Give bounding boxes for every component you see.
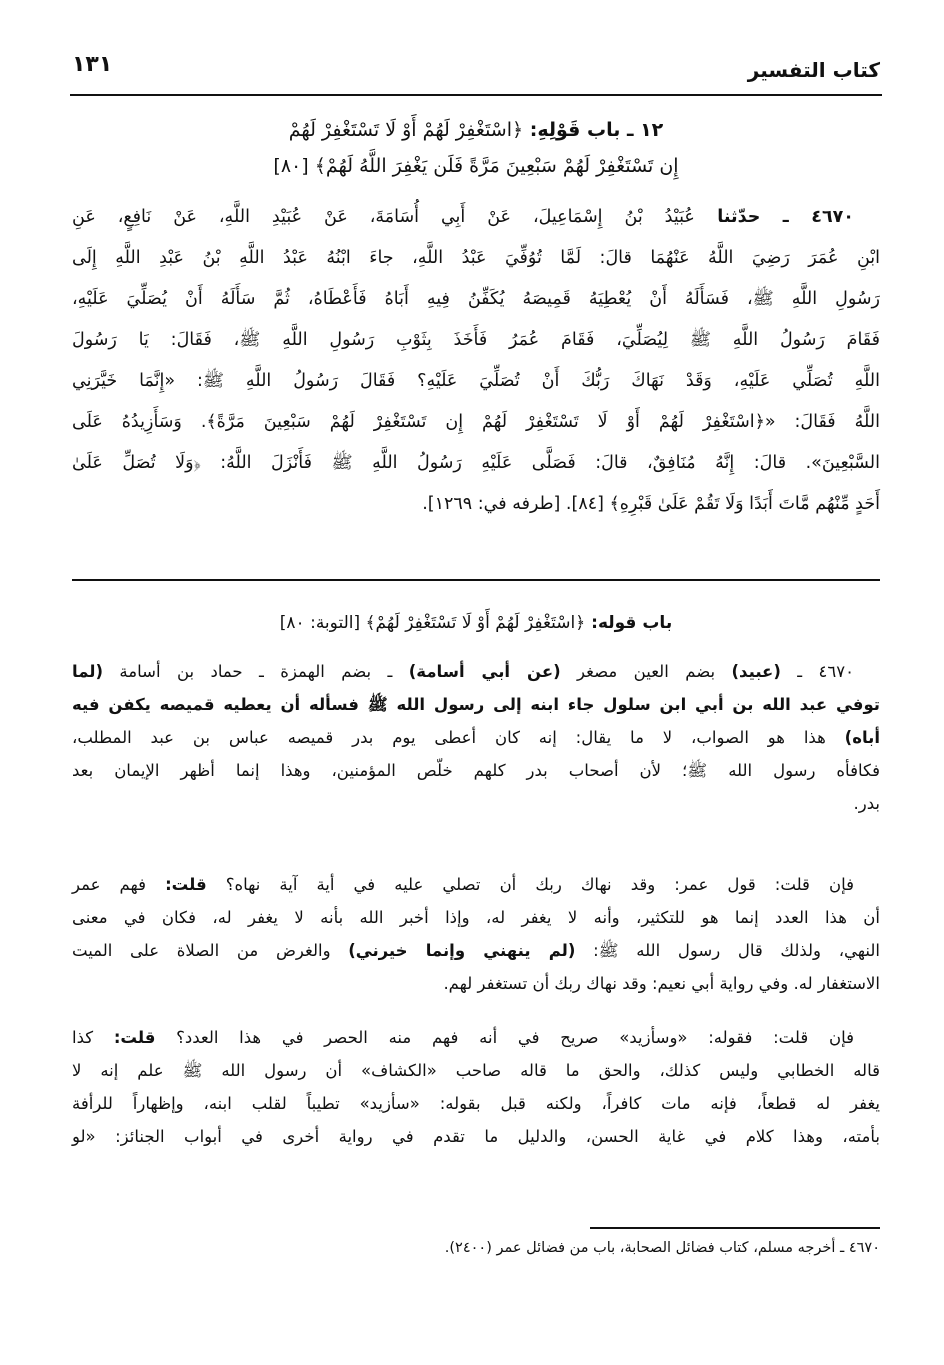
text-line (72, 320, 880, 361)
text-line (72, 868, 880, 901)
text-segment: اللَّهِ تُصَلِّي عَلَيْهِ، وَقَدْ نَهَاكَ رَبُّكَ أَنْ تُصَلِّيَ عَلَيْهِ؟ فَقَالَ رَسُولُ اللَّهِ ﷺ: «إِنَّمَا خَيَّرَنِي (72, 371, 880, 391)
commentary-title (72, 612, 880, 633)
bold-text-segment: ٤٦٧٠ ـ حدّثنا (694, 207, 854, 227)
text-segment: السَّبْعِينَ». قالَ: إِنَّهُ مُنَافِقٌ، قالَ: فَصَلَّى عَلَيْهِ رَسُولُ اللَّهِ ﷺ فَأَنْزَلَ اللَّهُ: ﴿وَلَا تُصَلِّ عَلَىٰ (72, 453, 880, 473)
text-line (72, 901, 880, 934)
commentary-paragraph (72, 655, 880, 820)
text-segment: ﴿اسْتَغْفِرْ لَهُمْ أَوْ لَا تَسْتَغْفِرْ لَهُمْ﴾ [التوبة: ٨٠] (279, 613, 586, 633)
text-line (72, 279, 880, 320)
text-segment: الاستغفار له. وفي رواية أبي نعيم: وقد نهاك ربك أن تستغفر لهم. (443, 974, 880, 993)
footnote-rule (590, 1227, 880, 1229)
text-segment: فهم عمر (72, 875, 166, 894)
text-segment: بأمته، وهذا كلام في غاية الحسن، والدليل ما تقدم في رواية أخرى في أبواب الجنائز: «لو (72, 1127, 880, 1146)
text-segment: كذا (72, 1028, 114, 1047)
bold-text-segment: قلت: (113, 1028, 156, 1047)
text-segment: ﴿اسْتَغْفِرْ لَهُمْ أَوْ لَا تَسْتَغْفِرْ لَهُمْ (288, 119, 524, 141)
text-segment: ٤٦٧٠ ـ (780, 662, 854, 681)
text-segment: رَسُولِ اللَّهِ ﷺ، فَسَأَلَهُ أَنْ يُعْطِيَهُ قَمِيصَهُ يُكَفِّنُ فِيهِ أَبَاهُ فَأَعْطَاهُ، ثُمَّ سَأَلَهُ أَنْ يُصَلِّيَ عَلَيْهِ، (72, 289, 880, 309)
bold-text-segment: (عبيد) (731, 662, 781, 681)
text-line (72, 934, 880, 967)
text-line (72, 443, 880, 484)
text-segment: أن هذا العدد إنما هو للتكثير، وأنه لا يغفر له، وإذا أخبر الله بأنه لا يغفر له، فكان في معنى (72, 908, 880, 927)
bold-text-segment: (عن أبي أسامة) (408, 662, 561, 681)
running-header-title: كتاب التفسير (747, 58, 880, 82)
text-segment: بضم العين مصغر (560, 662, 732, 681)
text-segment: والغرض من الصلاة على الميت (72, 941, 349, 960)
text-segment: ـ بضم الهمزة ـ حماد بن أسامة (103, 662, 409, 681)
bold-text-segment: توفي عبد الله بن أبي ابن سلول جاء ابنه إلى رسول الله ﷺ فسأله أن يعطيه قميصه يكفن فيه (72, 695, 880, 714)
text-segment: اللَّهُ فَقَالَ: «﴿اسْتَغْفِرْ لَهُمْ أَوْ لَا تَسْتَغْفِرْ لَهُمْ إِن تَسْتَغْفِرْ لَهُمْ سَبْعِينَ مَرَّةً﴾. وَسَأَزِيدُهُ عَلَى (72, 412, 880, 432)
bold-text-segment: (لم ينهني وإنما خيرني) (348, 941, 576, 960)
commentary-paragraph (72, 868, 880, 1000)
text-line (72, 754, 880, 787)
page-number: ١٣١ (72, 52, 113, 77)
text-line (72, 197, 880, 238)
bold-text-segment: باب قوله: (585, 613, 673, 633)
text-segment: هذا هو الصواب، لا ما يقال: إنه كان أعطى يوم بدر قميصه عباس بن عبد المطلب، (72, 728, 845, 747)
text-line (72, 148, 880, 184)
text-segment: فإن قلت: قول عمر: وقد نهاك ربك أن تصلي عليه في أية آية نهاه؟ (206, 875, 854, 894)
bold-text-segment: قلت: (165, 875, 207, 894)
text-line (72, 361, 880, 402)
commentary-paragraph (72, 1021, 880, 1153)
text-segment: النهي، ولذلك قال رسول الله ﷺ: (575, 941, 880, 960)
text-line (72, 721, 880, 754)
chapter-title (72, 112, 880, 184)
text-line (72, 967, 880, 1000)
text-line (72, 1120, 880, 1153)
text-line (72, 112, 880, 148)
header-rule (70, 94, 882, 96)
text-line (72, 655, 880, 688)
hadith-text (72, 197, 880, 525)
text-line (72, 238, 880, 279)
text-segment: قاله الخطابي وليس كذلك، والحق ما قاله صاحب «الكشاف» أن رسول الله ﷺ علم إنه لا (72, 1061, 880, 1080)
text-segment: ابْنِ عُمَرَ رَضِيَ اللَّهُ عَنْهُمَا قالَ: لَمَّا تُوُفِّيَ عَبْدُ اللَّهِ، جاءَ ابْنُهُ عَبْدُ اللَّهِ بْنُ عَبْدِ اللَّهِ إِلَى (72, 248, 880, 268)
bold-text-segment: ١٢ ـ باب قَوْلِهِ: (523, 119, 664, 141)
section-divider (72, 579, 880, 581)
bold-text-segment: (لما (72, 662, 103, 681)
text-line (72, 787, 880, 820)
text-line (72, 1021, 880, 1054)
text-line (72, 1054, 880, 1087)
text-line (72, 402, 880, 443)
text-line (72, 484, 880, 525)
text-segment: بدر. (853, 794, 880, 813)
text-segment: إِن تَسْتَغْفِرْ لَهُمْ سَبْعِينَ مَرَّةً فَلَن يَغْفِرَ اللَّهُ لَهُمْ﴾ [٨٠] (273, 155, 679, 177)
footnote: ٤٦٧٠ ـ أخرجه مسلم، كتاب فضائل الصحابة، باب من فضائل عمر (٢٤٠٠). (444, 1240, 880, 1256)
bold-text-segment: أباه) (844, 728, 880, 747)
text-segment: فَقَامَ رَسُولُ اللَّهِ ﷺ لِيُصَلِّيَ، فَقَامَ عُمَرُ فَأَخَذَ بِثَوْبِ رَسُولِ اللَّهِ ﷺ، فَقَالَ: يَا رَسُولَ (72, 330, 880, 350)
text-line (72, 688, 880, 721)
text-segment: أَحَدٍ مِّنْهُم مَّاتَ أَبَدًا وَلَا تَقُمْ عَلَىٰ قَبْرِهِ﴾ [٨٤]. [طرفه في: ١٢٦٩]. (422, 494, 880, 514)
text-segment: يغفر له قطعاً، فإنه مات كافراً، ولكنه قبل بقوله: «سأزيد» تطيباً لقلب ابنه، وإظهاراً للرأفة (72, 1094, 880, 1113)
text-segment: فإن قلت: فقوله: «وسأزيد» صريح في أنه فهم منه الحصر في هذا العدد؟ (155, 1028, 854, 1047)
text-line (72, 1087, 880, 1120)
text-segment: عُبَيْدُ بْنُ إِسْمَاعِيلَ، عَنْ أَبِي أُسَامَةَ، عَنْ عُبَيْدِ اللَّهِ، عَنْ نَافِعٍ، عَنِ (72, 207, 695, 227)
text-segment: فكافأه رسول الله ﷺ؛ لأن أصحاب بدر كلهم خلّص المؤمنين، وهذا إنما أظهر الإيمان بعد (72, 761, 880, 780)
